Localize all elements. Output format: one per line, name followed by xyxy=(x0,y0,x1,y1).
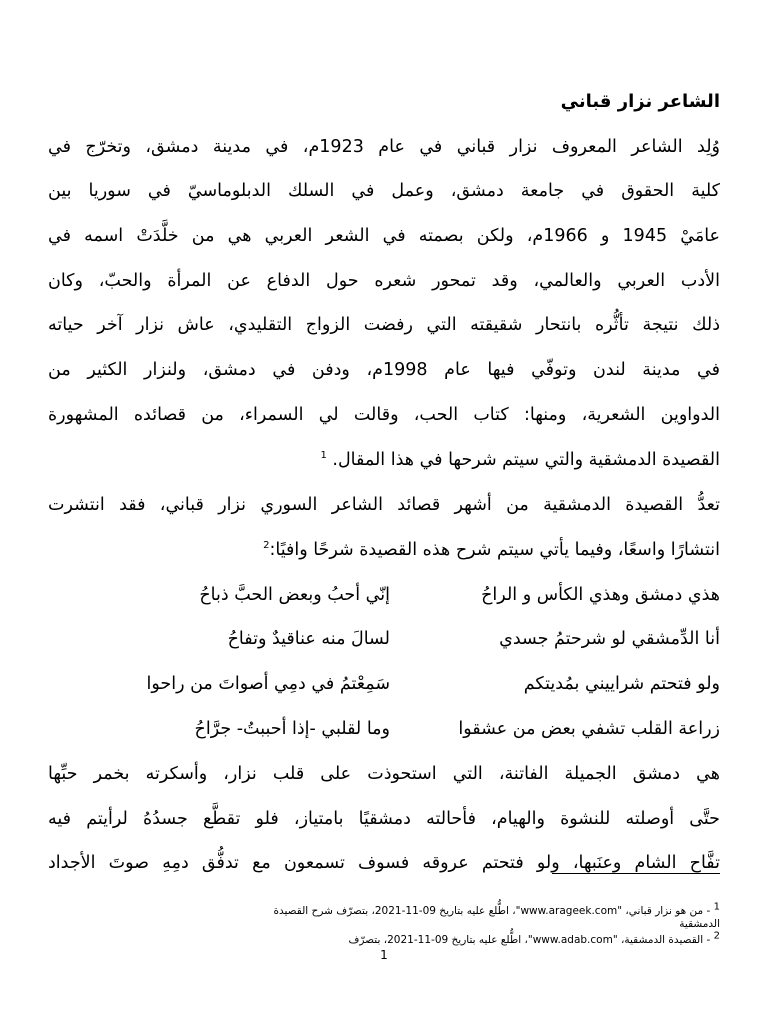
footnote xyxy=(260,930,720,947)
paragraph-line: عامَيْ 1945 و 1966م، ولكن بصمته في الشعر العربي هي من خلَّدَتْ اسمه في xyxy=(48,226,721,246)
verse-second-hemistich: وما لقلبي -إذا أحببتُ- جرَّاحُ xyxy=(194,719,390,739)
verse-second-hemistich: لسالَ منه عناقيدٌ وتفاحُ xyxy=(227,629,390,649)
verse-first-hemistich: ولو فتحتم شراييني بمُديتكم xyxy=(523,674,720,694)
paragraph-line: هي دمشق الجميلة الفاتنة، التي استحوذت على قلب نزار، وأسكرته بخمر حبِّها xyxy=(48,764,720,784)
poem-verse xyxy=(48,583,720,607)
verse-second-hemistich: سَمِعْتمُ في دمِي أصواتَ من راحوا xyxy=(146,674,390,694)
footnote-separator xyxy=(552,873,720,874)
verse-second-hemistich: إنّي أحبُ وبعض الحبَّ ذباحُ xyxy=(199,585,390,605)
poem-verse xyxy=(48,627,720,651)
footnote xyxy=(260,901,720,931)
footnote-number: 2 xyxy=(713,930,720,942)
footnote-text: - من هو نزار قباني، "www.arageek.com"، اطُّلع عليه بتاريخ 09-11-2021، بتصرّف شرح القصيدة الدمشقية xyxy=(273,905,720,930)
paragraph-line xyxy=(48,538,720,562)
paragraph-line: حتَّى أوصلته للنشوة والهيام، فأحالته دمشقيًا بامتياز، فلو تقطَّع جسدُهُ لرأيتم فيه xyxy=(48,809,720,829)
paragraph-line: وُلِد الشاعر المعروف نزار قباني في عام 1923م، في مدينة دمشق، وتخرّج في xyxy=(48,137,720,157)
paragraph-line: كلية الحقوق في جامعة دمشق، وعمل في السلك الدبلوماسيّ في سوريا بين xyxy=(48,181,720,201)
paragraph-line: تعدُّ القصيدة الدمشقية من أشهر قصائد الشاعر السوري نزار قباني، فقد انتشرت xyxy=(48,495,720,515)
page-number: 1 xyxy=(380,948,388,962)
verse-first-hemistich: هذي دمشق وهذي الكأس و الراحُ xyxy=(481,585,720,605)
paragraph-line-text: انتشارًا واسعًا، وفيما يأتي سيتم شرح هذه القصيدة شرحًا وافيًا: xyxy=(269,540,720,560)
paragraph-line: الدواوين الشعرية، ومنها: كتاب الحب، وقالت لي السمراء، من قصائده المشهورة xyxy=(48,405,720,425)
paragraph-line: في مدينة لندن وتوفّي فيها عام 1998م، ودفن في دمشق، ولنزار الكثير من xyxy=(48,360,720,380)
paragraph-line xyxy=(48,448,720,472)
verse-first-hemistich: أنا الدِّمشقي لو شرحتمُ جسدي xyxy=(499,629,720,649)
page-title: الشاعر نزار قباني xyxy=(560,91,720,112)
paragraph-line: ذلك نتيجة تأثُّره بانتحار شقيقته التي رفضت الزواج التقليدي، عاش نزار آخر حياته xyxy=(48,315,720,335)
poem-verse xyxy=(48,672,720,696)
footnote-number: 1 xyxy=(713,901,720,913)
footnote-ref[interactable]: 1 xyxy=(320,450,327,462)
poem-verse xyxy=(48,717,720,741)
footnote-text: - القصيدة الدمشقية، "www.adab.com"، اطُّلع عليه بتاريخ 09-11-2021، بتصرّف xyxy=(348,934,711,946)
paragraph-line: الأدب العربي والعالمي، وقد تمحور شعره حول الدفاع عن المرأة والحبّ، وكان xyxy=(48,271,720,291)
paragraph-line: تفَّاح الشام وعنَبها، ولو فتحتم عروقه فسوف تسمعون مع تدفُّق دمِهِ صوتَ الأجداد xyxy=(48,853,720,873)
paragraph-line-text: القصيدة الدمشقية والتي سيتم شرحها في هذا المقال. xyxy=(332,450,720,470)
verse-first-hemistich: زراعة القلب تشفي بعض من عشقوا xyxy=(458,719,720,739)
footnote-ref[interactable]: 2 xyxy=(263,540,270,552)
